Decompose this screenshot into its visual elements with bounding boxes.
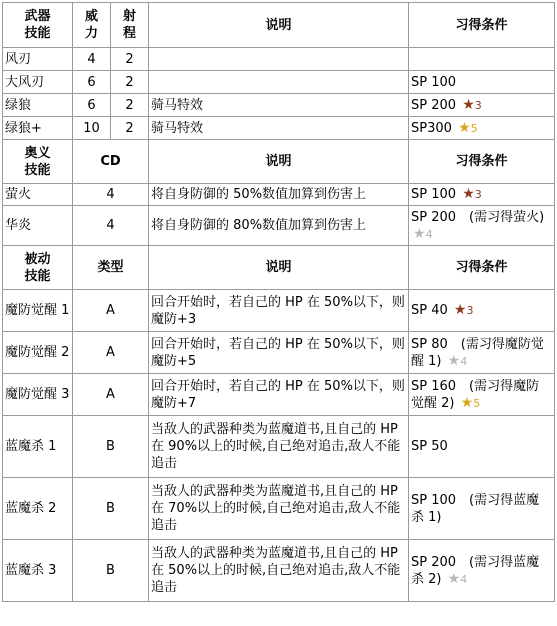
- skill-cond: [409, 290, 555, 332]
- star-rank: 3: [474, 98, 482, 112]
- skill-cond: [409, 117, 555, 140]
- table-row: [3, 332, 555, 374]
- header-range: 射 程: [123, 9, 137, 41]
- skill-desc: 当敌人的武器种类为蓝魔道书,且自己的 HP 在 70%以上的时候,自己绝对追击,敌人不能追击: [149, 478, 409, 540]
- table-row: [3, 71, 555, 94]
- range-value: 2: [125, 97, 134, 113]
- cond-text: SP 100 (需习得蓝魔杀 1): [411, 492, 540, 525]
- star-icon: ★: [447, 352, 461, 369]
- power-value: 10: [73, 117, 111, 139]
- skill-desc: 骑马特效: [149, 94, 409, 117]
- star-rank: 4: [425, 227, 433, 241]
- star-icon: ★: [453, 302, 467, 318]
- table-row: [3, 478, 555, 540]
- table-row: [3, 184, 555, 206]
- skill-cond: SP 100: [409, 71, 555, 94]
- star-rank: 4: [460, 572, 468, 586]
- power-value: 4: [73, 48, 111, 70]
- type-value: A: [73, 332, 149, 374]
- header-desc: 说明: [149, 246, 409, 290]
- table-row: [3, 48, 555, 71]
- cond-text: SP 200 (需习得蓝魔杀 2): [411, 554, 540, 587]
- skill-name: 华炎: [3, 206, 73, 246]
- passive-header-row: [3, 246, 555, 290]
- star-icon: ★: [413, 225, 426, 242]
- star-icon: ★: [460, 394, 474, 411]
- skill-desc: 回合开始时，若自己的 HP 在 50%以下，则魔防+7: [149, 374, 409, 416]
- table-row: [3, 206, 555, 246]
- skill-name: 蓝魔杀 2: [3, 478, 73, 540]
- header-cond: 习得条件: [409, 3, 555, 48]
- skill-desc: [149, 71, 409, 94]
- skill-desc: 将自身防御的 80%数值加算到伤害上: [149, 206, 409, 246]
- star-rank: 3: [466, 304, 474, 317]
- skill-name: 魔防觉醒 3: [3, 374, 73, 416]
- table-row: [3, 374, 555, 416]
- table-row: [3, 540, 555, 602]
- header-cond: 习得条件: [409, 246, 555, 290]
- skill-name: 萤火: [3, 184, 73, 206]
- star-rank: 5: [470, 121, 478, 135]
- star-icon: ★: [458, 119, 471, 136]
- type-value: B: [73, 540, 149, 602]
- skill-desc: 当敌人的武器种类为蓝魔道书,且自己的 HP 在 50%以上的时候,自己绝对追击,敌人不能追击: [149, 540, 409, 602]
- skill-name: 大风刃: [3, 71, 73, 94]
- header-desc: 说明: [149, 140, 409, 184]
- skill-name: 蓝魔杀 3: [3, 540, 73, 602]
- skill-desc: 回合开始时，若自己的 HP 在 50%以下，则魔防+3: [149, 290, 409, 332]
- table-row: [3, 94, 555, 117]
- power-range-cell: [73, 94, 149, 117]
- skill-desc: 当敌人的武器种类为蓝魔道书,且自己的 HP 在 90%以上的时候,自己绝对追击,敌人不能追击: [149, 416, 409, 478]
- header-type: 类型: [73, 246, 149, 290]
- star-icon: ★: [462, 186, 475, 202]
- cd-value: 4: [73, 206, 149, 246]
- star-rank: 3: [474, 188, 482, 201]
- star-icon: ★: [462, 96, 475, 113]
- star-icon: ★: [447, 570, 461, 587]
- range-value: 2: [125, 51, 134, 67]
- header-desc: 说明: [149, 3, 409, 48]
- skill-cond: [409, 478, 555, 540]
- header-weapon-skill: 武器 技能: [3, 3, 73, 48]
- range-value: 2: [125, 120, 134, 136]
- power-range-cell: [73, 48, 149, 71]
- weapon-header-row: [3, 3, 555, 48]
- type-value: A: [73, 290, 149, 332]
- skill-name: 魔防觉醒 2: [3, 332, 73, 374]
- cond-text: SP 40: [411, 303, 448, 318]
- skill-name: 魔防觉醒 1: [3, 290, 73, 332]
- skill-cond: [409, 374, 555, 416]
- cond-text: SP 100: [411, 187, 457, 202]
- cond-text: SP 50: [411, 439, 448, 454]
- type-value: B: [73, 416, 149, 478]
- skill-name: 蓝魔杀 1: [3, 416, 73, 478]
- cond-text: SP 160 (需习得魔防觉醒 2): [411, 378, 540, 411]
- skill-cond: [409, 48, 555, 71]
- cond-text: SP300: [411, 120, 452, 136]
- skill-cond: [409, 540, 555, 602]
- table-row: [3, 290, 555, 332]
- secret-header-row: [3, 140, 555, 184]
- cd-value: 4: [73, 184, 149, 206]
- skill-cond: [409, 184, 555, 206]
- power-range-cell: [73, 71, 149, 94]
- star-rank: 4: [460, 354, 468, 368]
- skill-desc: 骑马特效: [149, 117, 409, 140]
- skill-name: 绿狼: [3, 94, 73, 117]
- cond-text: SP 200 (需习得萤火): [411, 209, 545, 225]
- skill-cond: [409, 416, 555, 478]
- table-row: [3, 117, 555, 140]
- skill-table: [2, 2, 555, 602]
- header-cd: CD: [73, 140, 149, 184]
- skill-cond: [409, 206, 555, 246]
- header-power: 威 力: [73, 3, 111, 47]
- type-value: B: [73, 478, 149, 540]
- cond-text: SP 80 (需习得魔防觉醒 1): [411, 336, 544, 369]
- skill-cond: [409, 332, 555, 374]
- power-range-cell: [73, 117, 149, 140]
- header-secret-skill: 奥义 技能: [3, 140, 73, 184]
- skill-cond: [409, 94, 555, 117]
- header-passive-skill: 被动 技能: [3, 246, 73, 290]
- range-value: 2: [125, 74, 134, 90]
- type-value: A: [73, 374, 149, 416]
- cond-text: SP 200: [411, 97, 457, 113]
- power-value: 6: [73, 71, 111, 93]
- header-cond: 习得条件: [409, 140, 555, 184]
- header-power-range: [73, 3, 149, 48]
- skill-name: 绿狼+: [3, 117, 73, 140]
- skill-desc: [149, 48, 409, 71]
- star-rank: 5: [473, 396, 481, 410]
- skill-name: 风刃: [3, 48, 73, 71]
- skill-desc: 将自身防御的 50%数值加算到伤害上: [149, 184, 409, 206]
- skill-desc: 回合开始时，若自己的 HP 在 50%以下，则魔防+5: [149, 332, 409, 374]
- table-row: [3, 416, 555, 478]
- power-value: 6: [73, 94, 111, 116]
